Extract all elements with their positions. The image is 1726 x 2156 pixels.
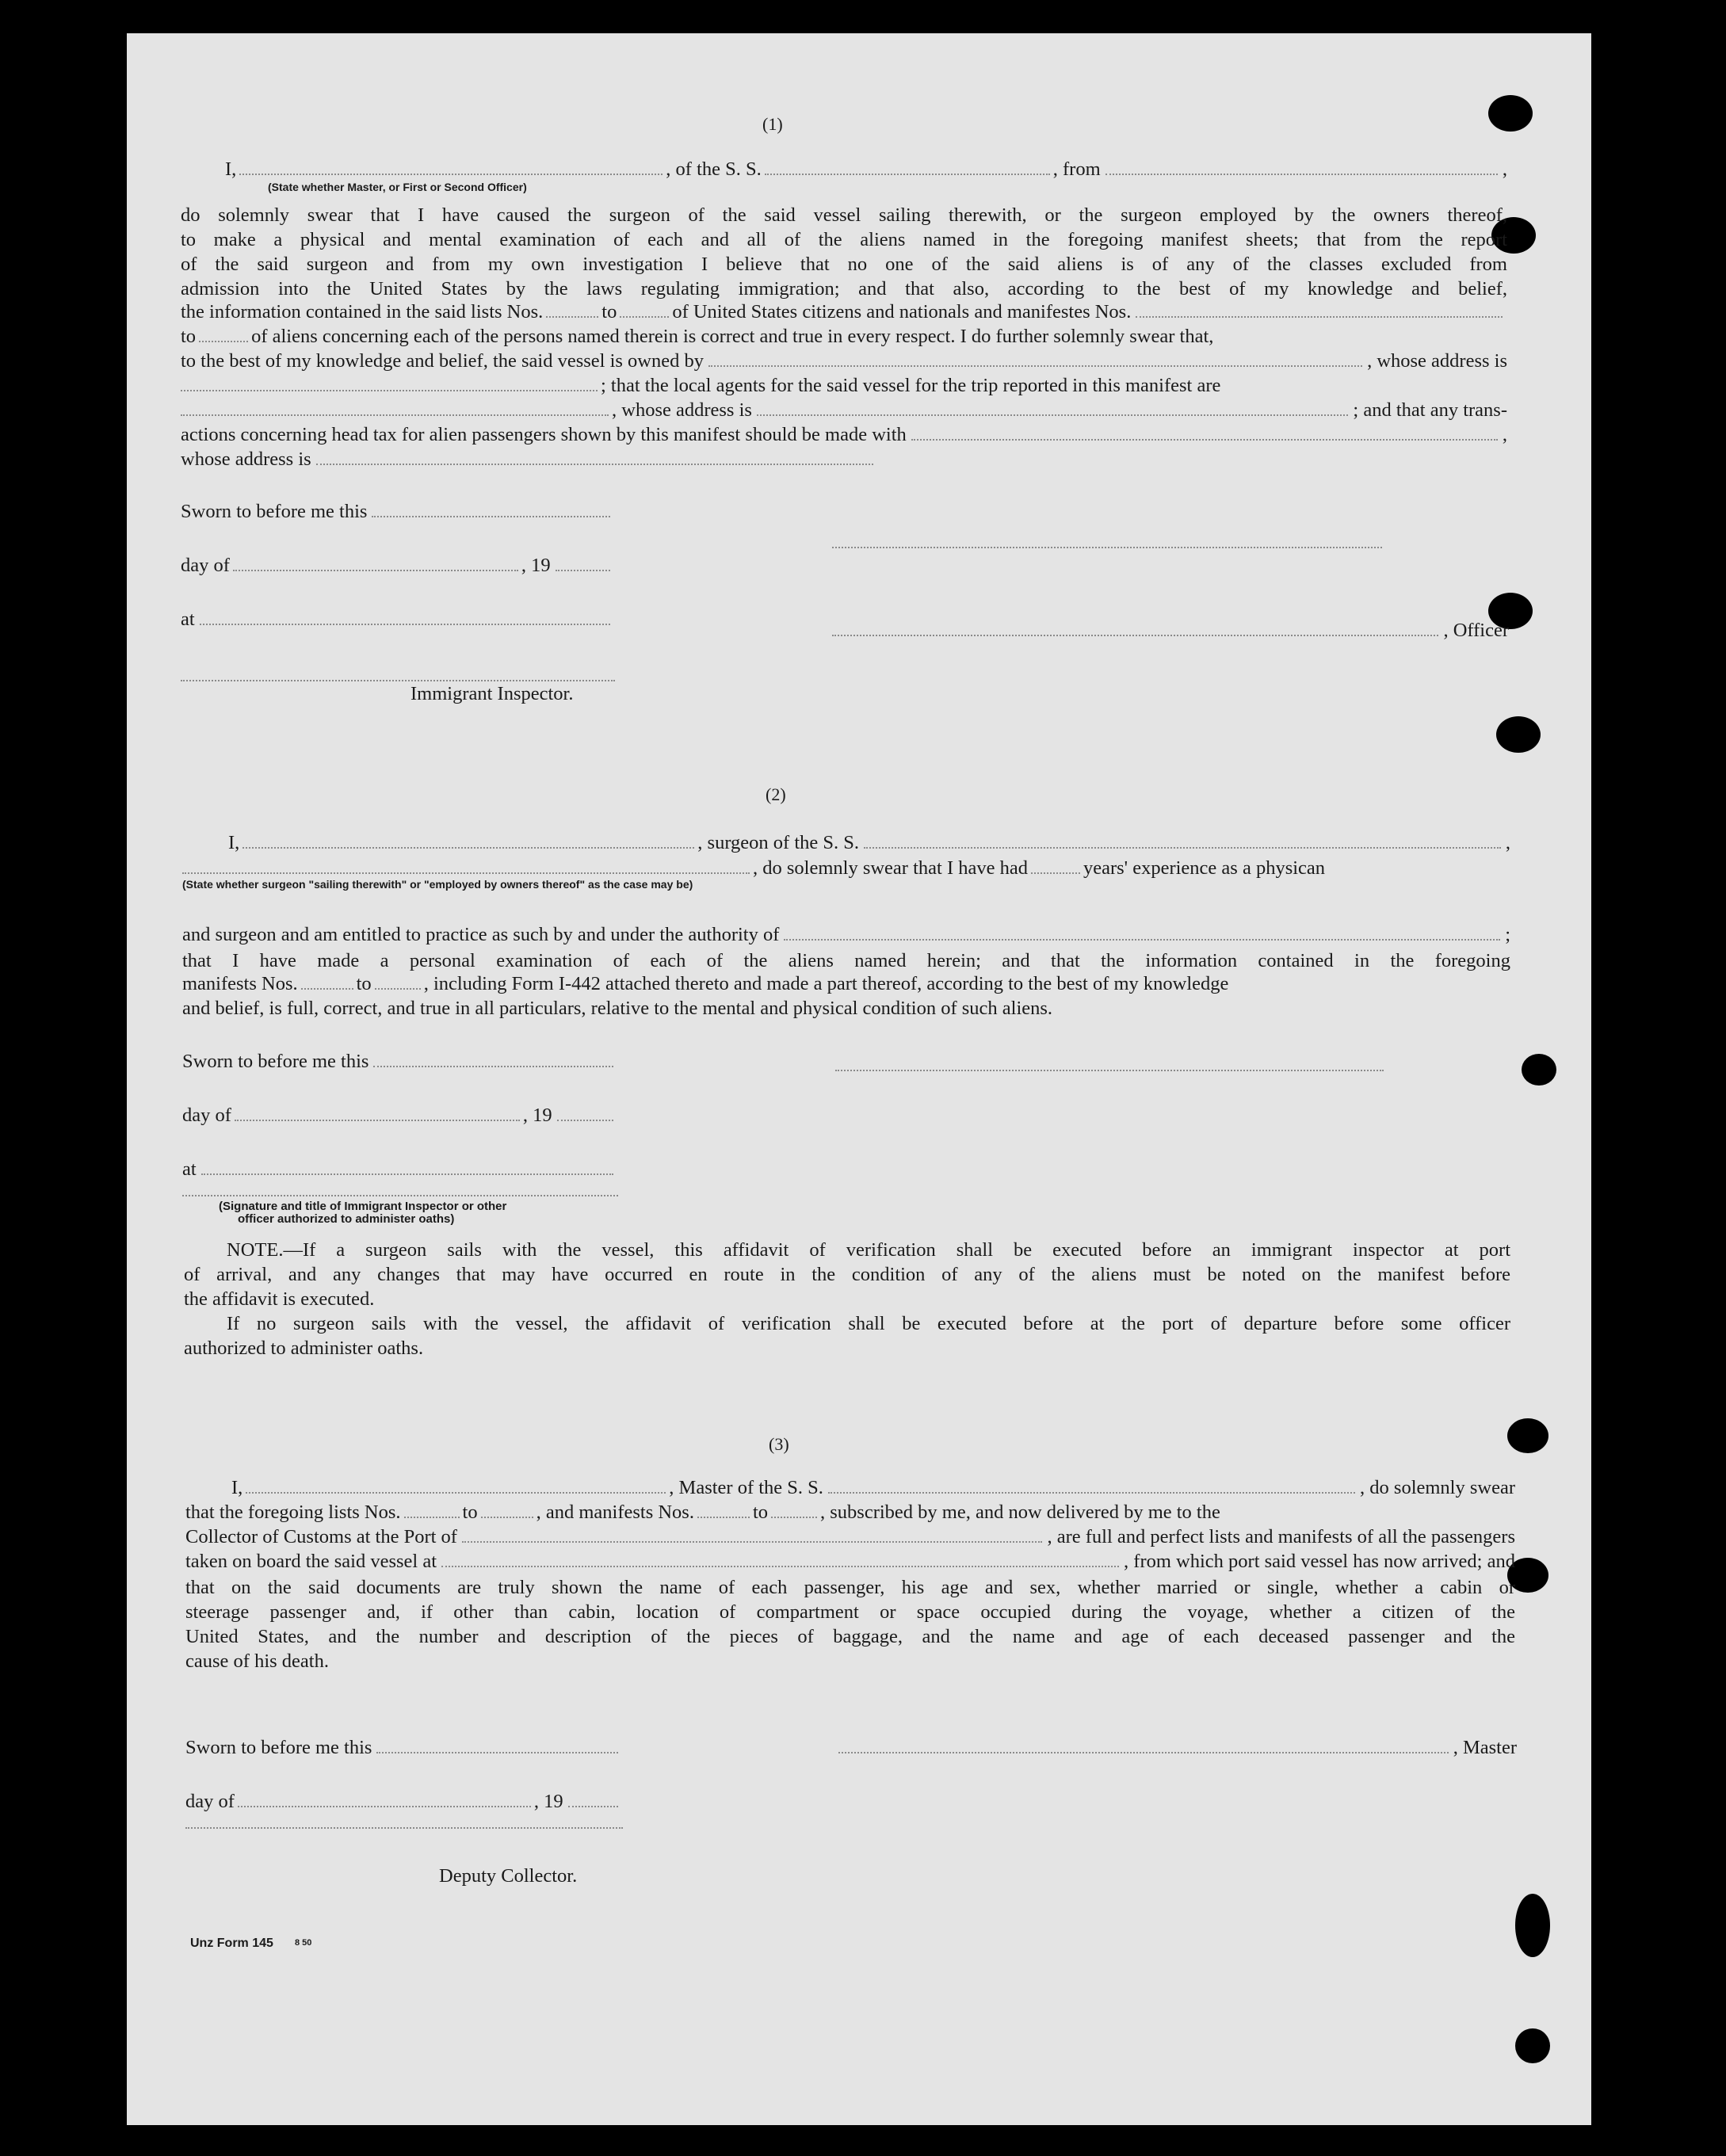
section-1-inspector: Immigrant Inspector.	[410, 683, 574, 704]
section-2-line-4: that I have made a personal examination of each of the aliens named herein; and that the information contained in the foregoing	[182, 950, 1510, 971]
section-3-number: (3)	[769, 1434, 789, 1454]
section-2-signature-line	[835, 1070, 1384, 1071]
section-3-sworn: Sworn to before me this	[185, 1737, 623, 1759]
section-1-line-10: , whose address is ; and that any trans-	[181, 399, 1507, 422]
section-1-line-7: to of aliens concerning each of the persons named therein is correct and true in every respect. I do further solemnly swear that,	[181, 326, 1214, 347]
punch-hole-6	[1507, 1418, 1548, 1453]
section-1-day: day of , 19	[181, 555, 615, 577]
section-2-signature-note-1: (Signature and title of Immigrant Inspector or other	[219, 1200, 507, 1213]
punch-hole-1	[1488, 95, 1533, 132]
section-2-surgeon-note: (State whether surgeon "sailing therewith" or "employed by owners thereof" as the case may be)	[182, 878, 693, 891]
section-3-day: day of , 19	[185, 1791, 623, 1813]
section-1-sworn: Sworn to before me this	[181, 501, 615, 523]
section-2-line-3: and surgeon and am entitled to practice as such by and under the authority of ;	[182, 924, 1510, 945]
form-number: Unz Form 145	[190, 1937, 273, 1950]
section-3-line-3: Collector of Customs at the Port of , are full and perfect lists and manifests of all the passengers	[185, 1526, 1515, 1547]
punch-hole-9	[1515, 2028, 1550, 2063]
section-2-line-2: , do solemnly swear that I have had years' experience as a physican	[182, 857, 1510, 880]
section-2-note-2: If no surgeon sails with the vessel, the affidavit of verification shall be executed before at the port of departure before some officer authorized to administer oaths.	[184, 1313, 1510, 1359]
punch-hole-5	[1522, 1054, 1556, 1086]
section-1-line-6: the information contained in the said lists Nos. to of United States citizens and nationals and manifestes Nos.	[181, 301, 1507, 323]
section-2-note-1: NOTE.—If a surgeon sails with the vessel, this affidavit of verification shall be executed before an immigrant inspector at port of arrival, and any changes that may have occurred en route in the condition of any of the aliens must be noted on the manifest before the affidavit is executed.	[184, 1239, 1510, 1310]
punch-hole-8	[1515, 1894, 1550, 1957]
section-2-day: day of , 19	[182, 1105, 618, 1127]
section-1-line-8: to the best of my knowledge and belief, the said vessel is owned by , whose address is	[181, 350, 1507, 372]
section-3-master: , Master	[838, 1737, 1517, 1759]
section-1-officer-note: (State whether Master, or First or Second Officer)	[268, 181, 527, 193]
section-2-line-1: I, , surgeon of the S. S. ,	[228, 832, 1510, 853]
form-page	[127, 33, 1591, 2125]
section-2-number: (2)	[766, 784, 786, 804]
section-1-inspector-line	[181, 680, 615, 681]
section-2-signature-note-2: officer authorized to administer oaths)	[238, 1212, 455, 1226]
section-3-line-1: I, , Master of the S. S. , do solemnly swear	[231, 1477, 1515, 1498]
section-3-line-4: taken on board the said vessel at , from which port said vessel has now arrived; and	[185, 1551, 1515, 1572]
section-3-line-2: that the foregoing lists Nos. to , and manifests Nos. to , subscribed by me, and now delivered by me to the	[185, 1502, 1220, 1523]
form-date: 8 50	[295, 1938, 312, 1948]
section-2-sworn: Sworn to before me this	[182, 1051, 618, 1073]
section-1-number: (1)	[762, 114, 783, 134]
section-1-line-1: I, , of the S. S. , from ,	[225, 158, 1507, 180]
section-3-collector: Deputy Collector.	[439, 1865, 578, 1887]
section-1-at: at	[181, 609, 615, 631]
section-1-paragraph: do solemnly swear that I have caused the surgeon of the said vessel sailing therewith, or the surgeon employed by the owners thereof, to make a physical and mental examination of each and all of the aliens named in the foregoing manifest sheets; that from the report of the said surgeon and from my own investigation I believe that no one of the said aliens is of any of the classes excluded from admission into the United States by the laws regulating immigration; and that also, according to the best of my knowledge and belief,	[181, 204, 1507, 300]
section-2-line-5: manifests Nos. to , including Form I-442 attached thereto and made a part thereof, according to the best of my knowledge	[182, 973, 1229, 994]
section-3-collector-line	[185, 1827, 623, 1829]
section-2-at: at	[182, 1158, 618, 1181]
section-1-line-11: actions concerning head tax for alien passengers shown by this manifest should be made with ,	[181, 424, 1507, 445]
punch-hole-4	[1496, 716, 1541, 753]
section-1-line-12: whose address is	[181, 448, 878, 471]
section-1-signature-line	[832, 547, 1382, 548]
section-1-line-9: ; that the local agents for the said vessel for the trip reported in this manifest are	[181, 375, 1507, 397]
section-2-inspector-line	[182, 1195, 618, 1196]
section-1-officer: , Officer	[832, 620, 1509, 642]
section-3-paragraph: that on the said documents are truly shown the name of each passenger, his age and sex, whether married or single, whether a cabin or steerage passenger and, if other than cabin, location of compartment or space occupied during the voyage, whether a citizen of the United States, and the number and description of the pieces of baggage, and the name and age of each deceased passenger and the cause of his death.	[185, 1577, 1515, 1672]
section-2-line-6: and belief, is full, correct, and true in all particulars, relative to the mental and physical condition of such aliens.	[182, 998, 1053, 1019]
